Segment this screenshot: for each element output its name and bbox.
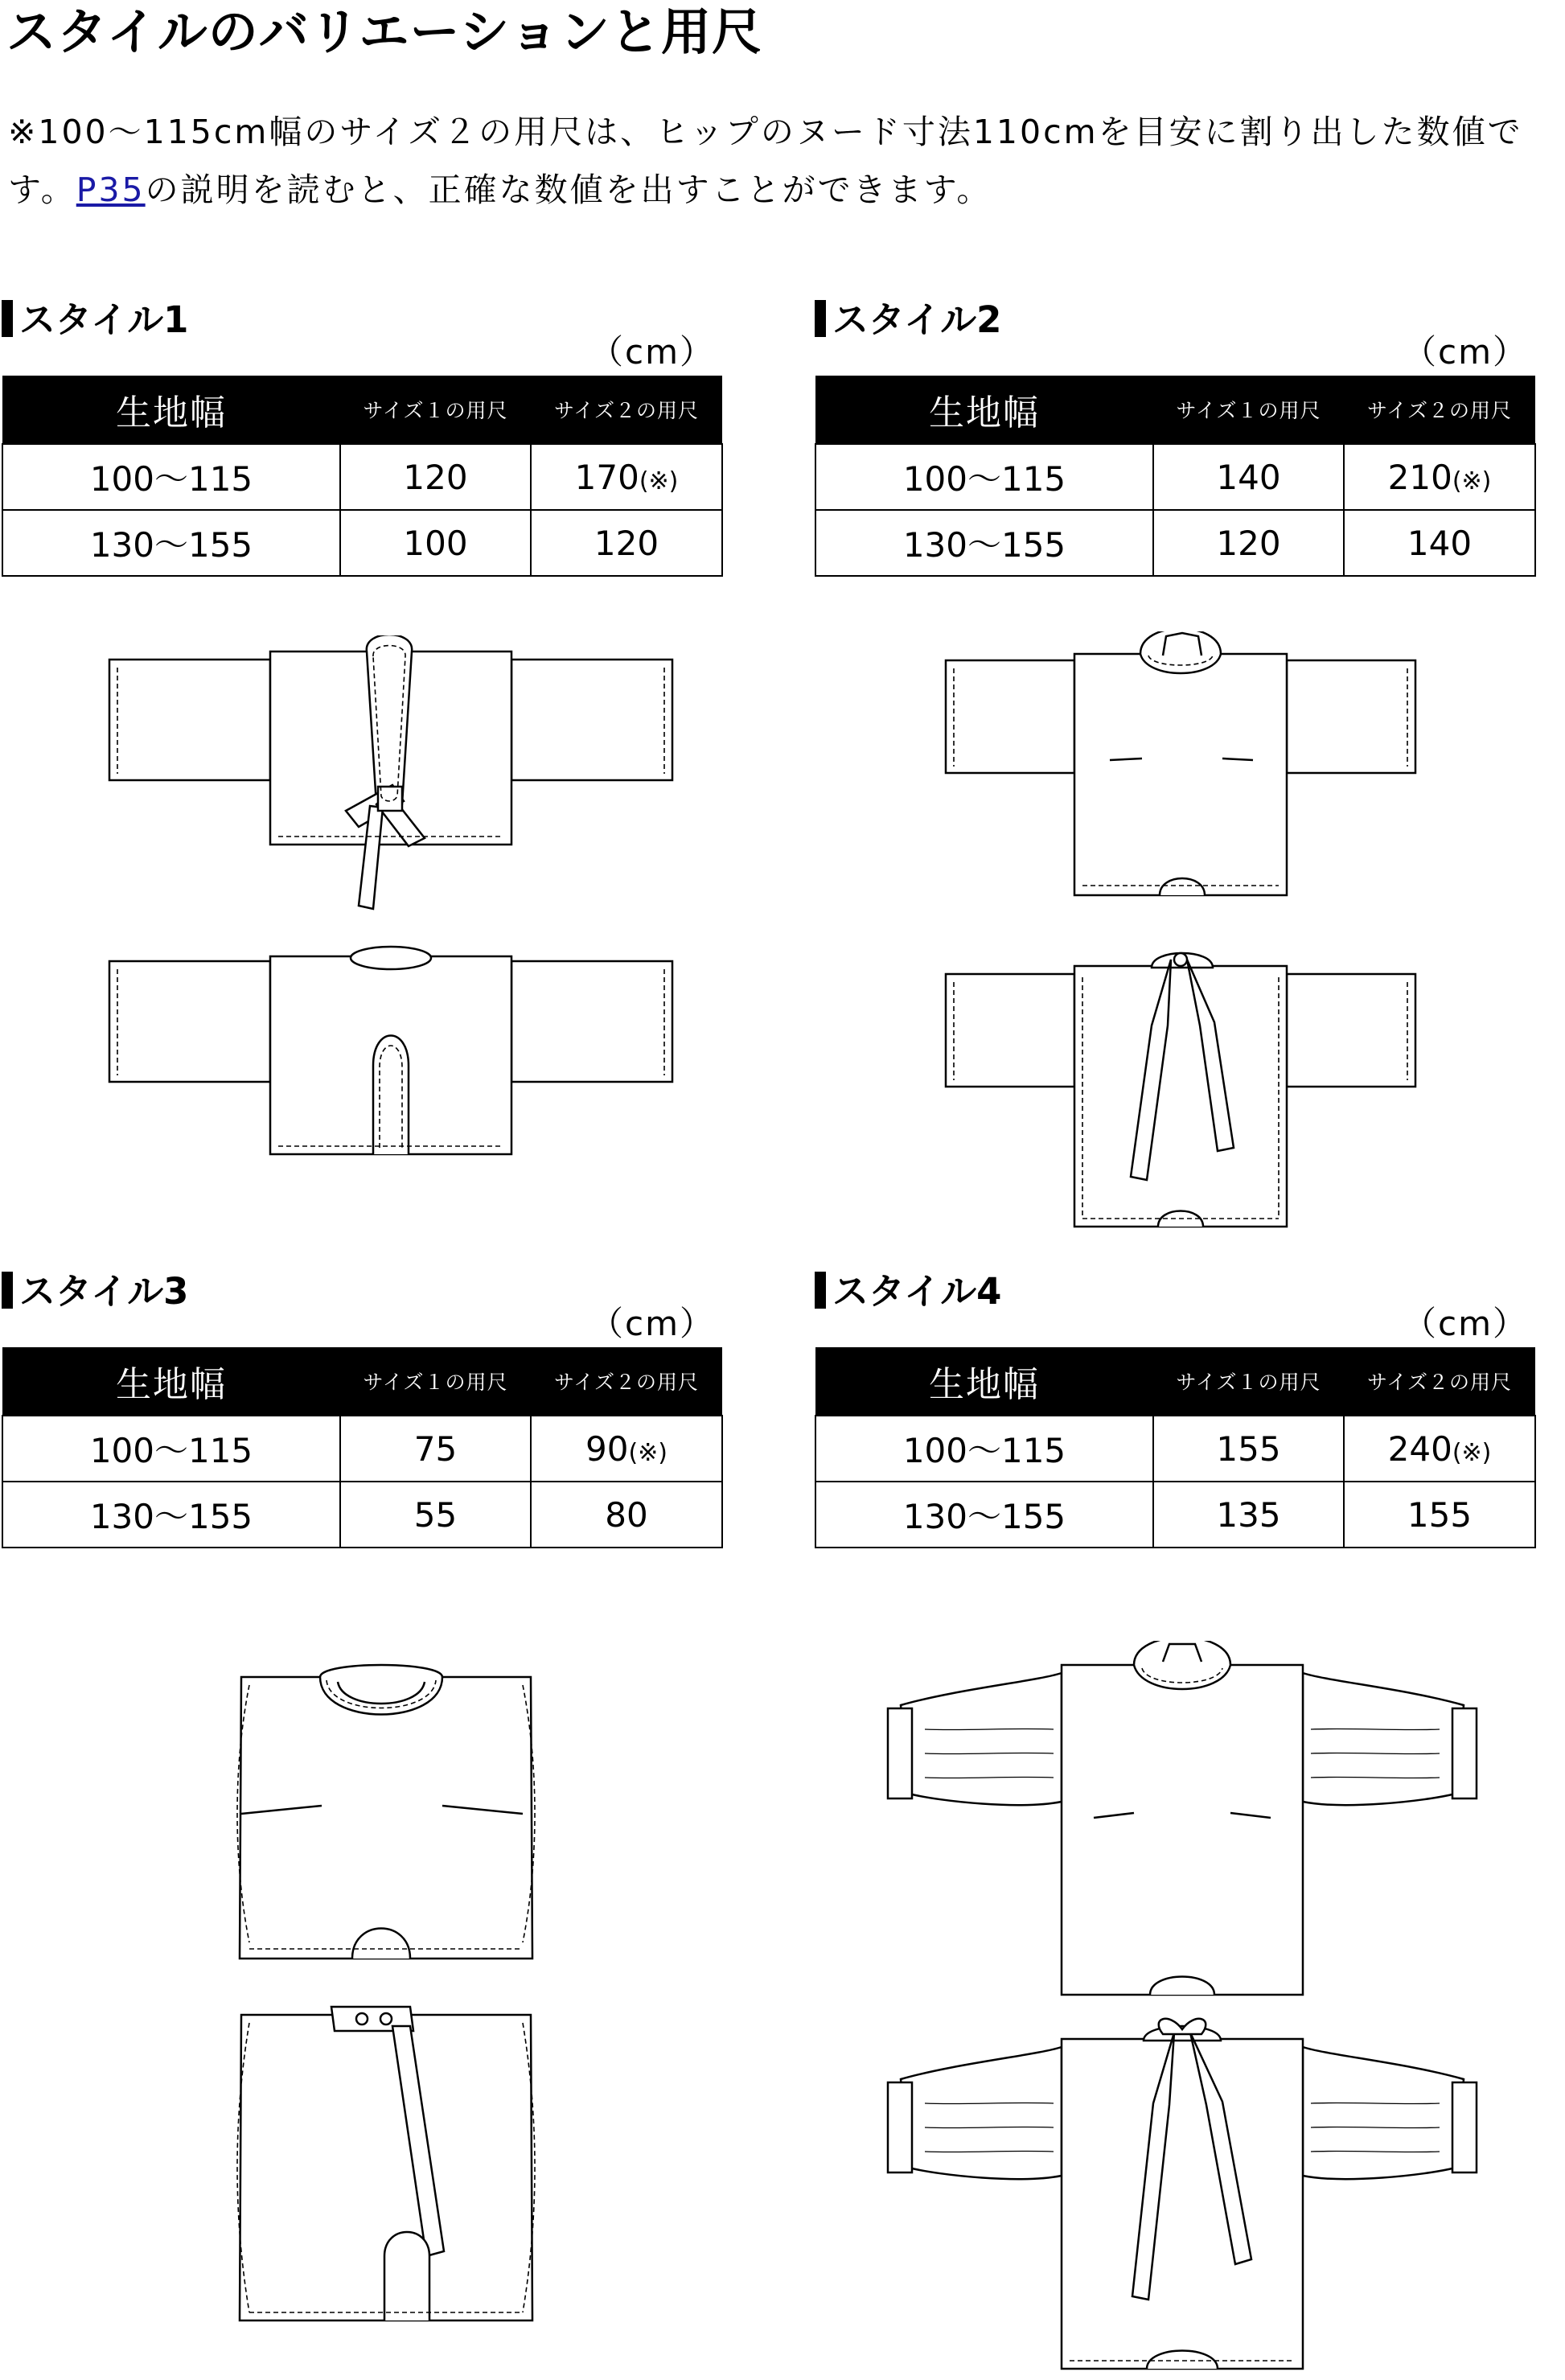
style2-label: スタイル2 bbox=[815, 298, 1001, 343]
table-row bbox=[815, 444, 1535, 510]
table-header-row bbox=[2, 1347, 722, 1416]
header-fabric-width: 生地幅 bbox=[815, 376, 1153, 444]
cell-size2: 120 bbox=[531, 510, 722, 576]
page-reference-link[interactable]: P35 bbox=[76, 171, 146, 209]
unit-label: （cm） bbox=[1402, 332, 1528, 372]
table-row bbox=[2, 1482, 722, 1548]
table-row bbox=[2, 510, 722, 576]
table-header-row bbox=[815, 376, 1535, 444]
cell-size2: 210(※) bbox=[1344, 444, 1535, 510]
cell-fabric-width: 100〜115 bbox=[2, 1416, 340, 1482]
header-size2: サイズ２の用尺 bbox=[531, 376, 722, 444]
table-row bbox=[2, 1416, 722, 1482]
style3-section bbox=[2, 1269, 721, 1551]
style4-front-illustration bbox=[877, 1641, 1488, 2003]
cell-size2: 170(※) bbox=[531, 444, 722, 510]
section-marker-icon bbox=[2, 300, 13, 337]
header-size1: サイズ１の用尺 bbox=[340, 1347, 531, 1416]
style2-back-illustration bbox=[941, 945, 1423, 1235]
yardage-note bbox=[8, 103, 1560, 219]
note-text-2: の説明を読むと、正確な数値を出すことができます。 bbox=[145, 171, 992, 209]
cell-fabric-width: 130〜155 bbox=[2, 1482, 340, 1548]
style4-back-illustration bbox=[877, 2015, 1488, 2377]
table-header-row bbox=[2, 376, 722, 444]
header-size1: サイズ１の用尺 bbox=[1153, 376, 1344, 444]
header-fabric-width: 生地幅 bbox=[2, 1347, 340, 1416]
page-title: スタイルのバリエーションと用尺 bbox=[6, 2, 763, 61]
cell-size1: 155 bbox=[1153, 1416, 1344, 1482]
cell-size2: 240(※) bbox=[1344, 1416, 1535, 1482]
header-size2: サイズ２の用尺 bbox=[1344, 1347, 1535, 1416]
cell-fabric-width: 100〜115 bbox=[815, 1416, 1153, 1482]
cell-fabric-width: 130〜155 bbox=[2, 510, 340, 576]
style3-back-illustration bbox=[225, 1991, 547, 2329]
style4-yardage-table bbox=[815, 1347, 1536, 1548]
section-marker-icon bbox=[815, 1272, 826, 1309]
cell-fabric-width: 130〜155 bbox=[815, 1482, 1153, 1548]
header-size1: サイズ１の用尺 bbox=[1153, 1347, 1344, 1416]
style4-section bbox=[815, 1269, 1534, 1551]
style2-section bbox=[815, 298, 1534, 579]
cell-size1: 135 bbox=[1153, 1482, 1344, 1548]
style3-front-illustration bbox=[225, 1653, 547, 1975]
cell-size1: 75 bbox=[340, 1416, 531, 1482]
cell-size1: 140 bbox=[1153, 444, 1344, 510]
section-marker-icon bbox=[815, 300, 826, 337]
cell-size2: 140 bbox=[1344, 510, 1535, 576]
cell-fabric-width: 100〜115 bbox=[815, 444, 1153, 510]
table-row bbox=[815, 1482, 1535, 1548]
header-size2: サイズ２の用尺 bbox=[1344, 376, 1535, 444]
style2-yardage-table bbox=[815, 376, 1536, 577]
style3-label: スタイル3 bbox=[2, 1269, 188, 1314]
cell-size1: 55 bbox=[340, 1482, 531, 1548]
header-size2: サイズ２の用尺 bbox=[531, 1347, 722, 1416]
unit-label: （cm） bbox=[589, 1304, 715, 1343]
cell-size1: 100 bbox=[340, 510, 531, 576]
cell-fabric-width: 100〜115 bbox=[2, 444, 340, 510]
section-marker-icon bbox=[2, 1272, 13, 1309]
table-row bbox=[815, 1416, 1535, 1482]
style4-label: スタイル4 bbox=[815, 1269, 1001, 1314]
style1-front-illustration bbox=[105, 635, 684, 917]
style1-label: スタイル1 bbox=[2, 298, 188, 343]
unit-label: （cm） bbox=[589, 332, 715, 372]
cell-fabric-width: 130〜155 bbox=[815, 510, 1153, 576]
style2-front-illustration bbox=[941, 631, 1423, 905]
header-fabric-width: 生地幅 bbox=[2, 376, 340, 444]
cell-size2: 155 bbox=[1344, 1482, 1535, 1548]
style3-yardage-table bbox=[2, 1347, 723, 1548]
header-fabric-width: 生地幅 bbox=[815, 1347, 1153, 1416]
cell-size2: 80 bbox=[531, 1482, 722, 1548]
cell-size1: 120 bbox=[1153, 510, 1344, 576]
table-header-row bbox=[815, 1347, 1535, 1416]
style1-yardage-table bbox=[2, 376, 723, 577]
table-row bbox=[815, 510, 1535, 576]
cell-size2: 90(※) bbox=[531, 1416, 722, 1482]
table-row bbox=[2, 444, 722, 510]
note-text-1: ※100〜115cm幅のサイズ２の用尺は、ヒップのヌード寸法110cmを目安に割り出した数値です。 bbox=[8, 113, 1523, 209]
cell-size1: 120 bbox=[340, 444, 531, 510]
header-size1: サイズ１の用尺 bbox=[340, 376, 531, 444]
unit-label: （cm） bbox=[1402, 1304, 1528, 1343]
style1-back-illustration bbox=[105, 945, 684, 1162]
style1-section bbox=[2, 298, 721, 579]
